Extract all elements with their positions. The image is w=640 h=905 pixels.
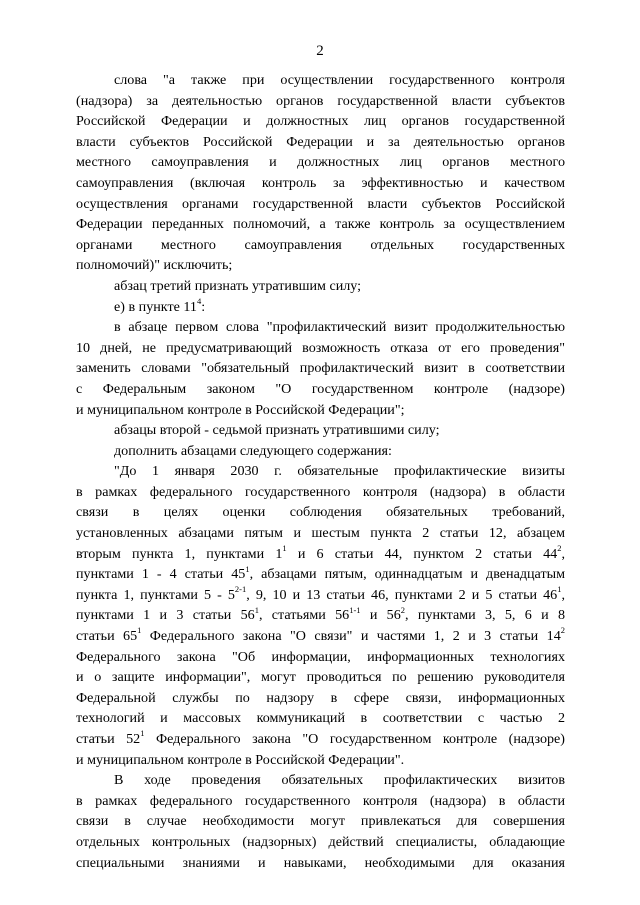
- text-line: самоуправления (включая контроль за эффективностью и качеством: [76, 174, 565, 191]
- text-line: 10 дней, не предусматривающий возможность отказа от его проведения": [76, 339, 565, 356]
- text-line: е) в пункте $11^4$:: [114, 295, 206, 315]
- text-line: полномочий)" исключить;: [76, 257, 233, 274]
- text-line: слова "а также при осуществлении государственного контроля: [114, 72, 565, 88]
- text-line: (надзора) за деятельностью органов государственной власти субъектов: [76, 92, 565, 109]
- text-line: и муниципальном контроле в Российской Федерации".: [76, 751, 405, 768]
- text-line: связи в случае необходимости могут привлекаться для совершения: [76, 813, 565, 830]
- text-line: абзац третий признать утратившим силу;: [114, 277, 362, 294]
- text-line: Федеральной службы по надзору в сфере связи, информационных: [76, 689, 565, 706]
- text-line: статьи $65^1$ Федерального закона "О связи" и частями 1, 2 и 3 статьи $14^2$: [76, 625, 565, 645]
- text-line: В ходе проведения обязательных профилактических визитов: [114, 772, 565, 789]
- text-line: установленных абзацами пятым и шестым пункта 2 статьи 12, абзацем: [76, 525, 565, 542]
- text-line: пункта 1, пунктами 5 - 5$^{2-1}$, 9, 10 и 13 статьи 46, пунктами 2 и 5 статьи $46^1$,: [76, 584, 565, 603]
- text-line: и о защите информации", могут проводиться по решению руководителя: [76, 669, 565, 686]
- text-line: пунктами 1 и 3 статьи $56^1$, статьями 56$^{1-1}$ и $56^2$, пунктами 3, 5, 6 и 8: [76, 604, 565, 624]
- text-line: с Федеральным законом "О государственном контроле (надзоре): [76, 380, 565, 397]
- text-line: Федерации переданных полномочий, а также контроль за осуществлением: [76, 216, 565, 233]
- text-line: вторым пункта 1, пунктами $1^1$ и 6 статьи 44, пунктом 2 статьи $44^2$,: [76, 542, 565, 562]
- text-line: Федерального закона "Об информации, информационных технологиях: [76, 648, 565, 665]
- text-line: специальными знаниями и навыками, необходимыми для оказания: [76, 854, 565, 871]
- text-line: пунктами 1 - 4 статьи $45^1$, абзацами пятым, одиннадцатым и двенадцатым: [76, 563, 565, 583]
- text-line: местного самоуправления и должностных лиц органов местного: [76, 154, 565, 171]
- text-line: заменить словами "обязательный профилактический визит в соответствии: [76, 360, 565, 377]
- text-line: дополнить абзацами следующего содержания:: [114, 442, 392, 459]
- text-line: связи в целях оценки соблюдения обязательных требований,: [76, 504, 565, 521]
- text-line: отдельных контрольных (надзорных) действий специалисты, обладающие: [76, 833, 565, 850]
- text-line: органами местного самоуправления отдельных государственных: [76, 236, 565, 253]
- text-line: "До 1 января 2030 г. обязательные профилактические визиты: [114, 463, 565, 480]
- text-line: в рамках федерального государственного контроля (надзора) в области: [76, 483, 565, 500]
- text-line: Российской Федерации и должностных лиц органов государственной: [76, 113, 565, 130]
- text-line: технологий и массовых коммуникаций в соответствии с частью 2: [76, 710, 565, 727]
- page-number: 2: [316, 43, 324, 59]
- text-line: осуществления органами государственной власти субъектов Российской: [76, 195, 565, 212]
- text-line: абзацы второй - седьмой признать утратившими силу;: [114, 422, 440, 439]
- text-line: и муниципальном контроле в Российской Федерации";: [76, 401, 405, 418]
- document-body: [76, 70, 565, 873]
- text-line: статьи $52^1$ Федерального закона "О государственном контроле (надзоре): [76, 728, 565, 747]
- text-line: власти субъектов Российской Федерации и за деятельностью органов: [76, 133, 565, 150]
- text-line: в рамках федерального государственного контроля (надзора) в области: [76, 792, 565, 809]
- text-line: в абзаце первом слова "профилактический визит продолжительностью: [114, 319, 565, 336]
